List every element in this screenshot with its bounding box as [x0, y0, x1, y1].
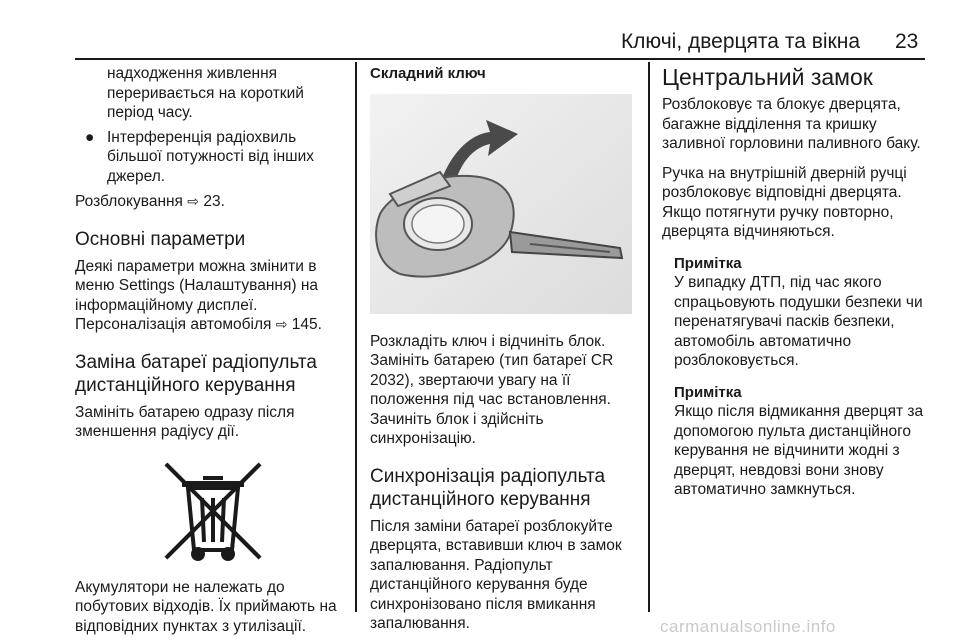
battery-steps-text: Розкладіть ключ і відчиніть блок. Замініть батарею (тип батареї CR 2032), звертаючи увагу на її положення під час встановлення. Зачиніть блок і здійсніть синхронізацію. — [370, 332, 614, 447]
column-2 — [370, 64, 640, 634]
heading-battery-replacement: Заміна батареї радіопульта дистанційного керування — [75, 351, 317, 396]
reference-arrow-icon: ⇨ — [275, 316, 288, 332]
reference-page[interactable]: 23. — [203, 193, 225, 210]
note-title: Примітка — [674, 254, 742, 272]
personalisation-reference — [75, 315, 350, 335]
column-3 — [662, 64, 930, 500]
column-1 — [75, 64, 350, 636]
continued-bullet-text: надходження живлення переривається на короткий період часу. — [107, 65, 304, 121]
battery-text: Замініть батарею одразу після зменшення радіусу дії. — [75, 403, 295, 440]
column-divider-2 — [648, 62, 650, 612]
heading-basic-params: Основні параметри — [75, 228, 246, 250]
crossed-bin-icon — [158, 458, 268, 564]
note-title: Примітка — [674, 383, 742, 401]
unlock-reference — [75, 192, 350, 212]
list-item — [75, 128, 350, 187]
heading-central-lock: Центральний замок — [662, 64, 873, 90]
door-handle-text: Ручка на внутрішній дверній ручці розблоковує відповідні дверцята. Якщо потягнути ручку повторно, дверцята відчиняються. — [662, 164, 907, 240]
folding-key-illustration — [370, 94, 632, 314]
bullet-text: Інтерференція радіохвиль більшої потужності від інших джерел. — [107, 128, 315, 185]
reference-label: Персоналізація автомобіля — [75, 316, 272, 333]
disposal-text: Акумулятори не належать до побутових відходів. Їх приймають на відповідних пунктах з утилізації. — [75, 578, 337, 635]
note-text: У випадку ДТП, під час якого спрацьовують подушки безпеки чи перенатягувачі пасків безпеки, автомобіль автоматично розблоковується. — [674, 274, 923, 369]
header-rule — [75, 58, 925, 60]
heading-folding-key: Складний ключ — [370, 65, 486, 82]
header-title: Ключі, дверцята та вікна — [620, 30, 860, 53]
reference-label: Розблокування — [75, 193, 183, 210]
sync-text: Після заміни батареї розблокуйте дверцята, вставивши ключ в замок запалювання. Радіопульт дистанційного керування буде синхронізовано після вмикання запалювання. — [370, 517, 622, 632]
note-text: Якщо після відмикання дверцят за допомогою пульта дистанційного керування не відчинити жодні з дверцят, невдовзі вони знову автоматично замкнуться. — [674, 403, 924, 498]
column-divider-1 — [355, 62, 357, 612]
reference-arrow-icon: ⇨ — [187, 193, 200, 209]
heading-sync: Синхронізація радіопульта дистанційного керування — [370, 465, 606, 510]
reference-page[interactable]: 145. — [291, 316, 322, 333]
params-text: Деякі параметри можна змінити в меню Settings (Налаштування) на інформаційному дисплеї. — [75, 257, 319, 314]
page-number: 23 — [895, 30, 919, 53]
central-lock-text: Розблоковує та блокує дверцята, багажне відділення та кришку заливної горловини паливного баку. — [662, 96, 921, 152]
note-auto-relock — [662, 383, 930, 500]
watermark: carmanualsonline.info — [660, 617, 836, 636]
note-airbags — [662, 254, 930, 371]
bullet-icon: ● — [85, 128, 95, 146]
